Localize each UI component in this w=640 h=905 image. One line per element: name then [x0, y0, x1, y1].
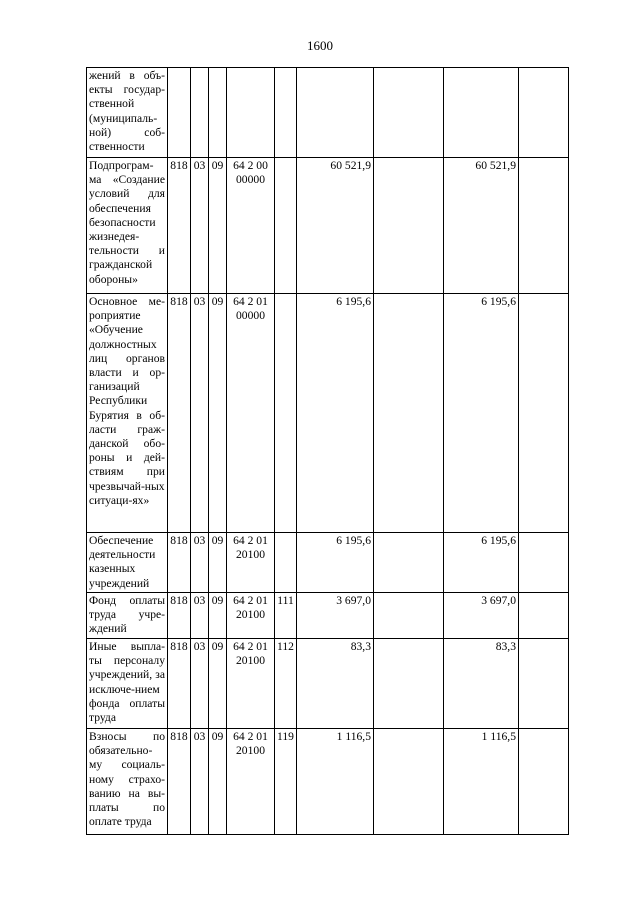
- table-row: [87, 68, 569, 158]
- subsection-code: 09: [209, 729, 227, 835]
- amount-empty: [374, 294, 444, 533]
- table-row: [87, 158, 569, 294]
- subsection-code: 09: [209, 639, 227, 729]
- target-code: [227, 68, 275, 158]
- amount-2: 83,3: [444, 639, 519, 729]
- section-code: 03: [191, 729, 209, 835]
- row-name: жений в объ-екты государ-ственной (муниципаль-ной) соб-ственности: [87, 68, 168, 158]
- row-name: Основное ме-роприятие «Обучение должностных лиц органов власти и ор-ганизаций Республики Бурятия в об-ласти граж-данской обо-роны и дей-ствиям при чрезвычай-ных ситуаци-ях»: [87, 294, 168, 533]
- amount-2: 60 521,9: [444, 158, 519, 294]
- subsection-code: [209, 68, 227, 158]
- amount-empty: [374, 158, 444, 294]
- gov-code: [168, 68, 191, 158]
- expense-type: [275, 68, 297, 158]
- expense-type: [275, 294, 297, 533]
- amount: 6 195,6: [297, 294, 374, 533]
- amount-2: 6 195,6: [444, 533, 519, 593]
- section-code: 03: [191, 294, 209, 533]
- section-code: 03: [191, 639, 209, 729]
- amount: 6 195,6: [297, 533, 374, 593]
- amount-empty: [374, 729, 444, 835]
- amount: 60 521,9: [297, 158, 374, 294]
- gov-code: 818: [168, 533, 191, 593]
- extra-cell: [519, 68, 569, 158]
- extra-cell: [519, 294, 569, 533]
- page-number: 1600: [307, 38, 333, 53]
- gov-code: 818: [168, 158, 191, 294]
- expense-type: [275, 533, 297, 593]
- row-name: Подпрограм-ма «Создание условий для обеспечения безопасности жизнедея-тельности и гражданской обороны»: [87, 158, 168, 294]
- amount-2: [444, 68, 519, 158]
- subsection-code: 09: [209, 533, 227, 593]
- subsection-code: 09: [209, 593, 227, 639]
- target-code: 64 2 01 20100: [227, 639, 275, 729]
- extra-cell: [519, 729, 569, 835]
- gov-code: 818: [168, 729, 191, 835]
- table-row: [87, 729, 569, 835]
- amount-2: 1 116,5: [444, 729, 519, 835]
- extra-cell: [519, 639, 569, 729]
- row-name: Иные выпла-ты персоналу учреждений, за исключе-нием фонда оплаты труда: [87, 639, 168, 729]
- expense-type: 111: [275, 593, 297, 639]
- target-code: 64 2 01 20100: [227, 533, 275, 593]
- table-row: [87, 593, 569, 639]
- row-name: Обеспечение деятельности казенных учреждений: [87, 533, 168, 593]
- table-row: [87, 294, 569, 533]
- row-name: Взносы по обязательно-му социаль-ному страхо-ванию на вы-платы по оплате труда: [87, 729, 168, 835]
- gov-code: 818: [168, 294, 191, 533]
- section-code: [191, 68, 209, 158]
- section-code: 03: [191, 158, 209, 294]
- amount-2: 6 195,6: [444, 294, 519, 533]
- gov-code: 818: [168, 593, 191, 639]
- target-code: 64 2 01 20100: [227, 593, 275, 639]
- subsection-code: 09: [209, 158, 227, 294]
- table-row: [87, 533, 569, 593]
- amount-empty: [374, 533, 444, 593]
- target-code: 64 2 00 00000: [227, 158, 275, 294]
- section-code: 03: [191, 593, 209, 639]
- amount-2: 3 697,0: [444, 593, 519, 639]
- amount: 83,3: [297, 639, 374, 729]
- table-row: [87, 639, 569, 729]
- expense-type: 119: [275, 729, 297, 835]
- budget-table: [86, 67, 569, 835]
- amount: 1 116,5: [297, 729, 374, 835]
- amount: 3 697,0: [297, 593, 374, 639]
- extra-cell: [519, 593, 569, 639]
- amount-empty: [374, 593, 444, 639]
- amount: [297, 68, 374, 158]
- section-code: 03: [191, 533, 209, 593]
- amount-empty: [374, 68, 444, 158]
- target-code: 64 2 01 20100: [227, 729, 275, 835]
- extra-cell: [519, 158, 569, 294]
- amount-empty: [374, 639, 444, 729]
- subsection-code: 09: [209, 294, 227, 533]
- target-code: 64 2 01 00000: [227, 294, 275, 533]
- extra-cell: [519, 533, 569, 593]
- expense-type: 112: [275, 639, 297, 729]
- gov-code: 818: [168, 639, 191, 729]
- expense-type: [275, 158, 297, 294]
- row-name: Фонд оплаты труда учре-ждений: [87, 593, 168, 639]
